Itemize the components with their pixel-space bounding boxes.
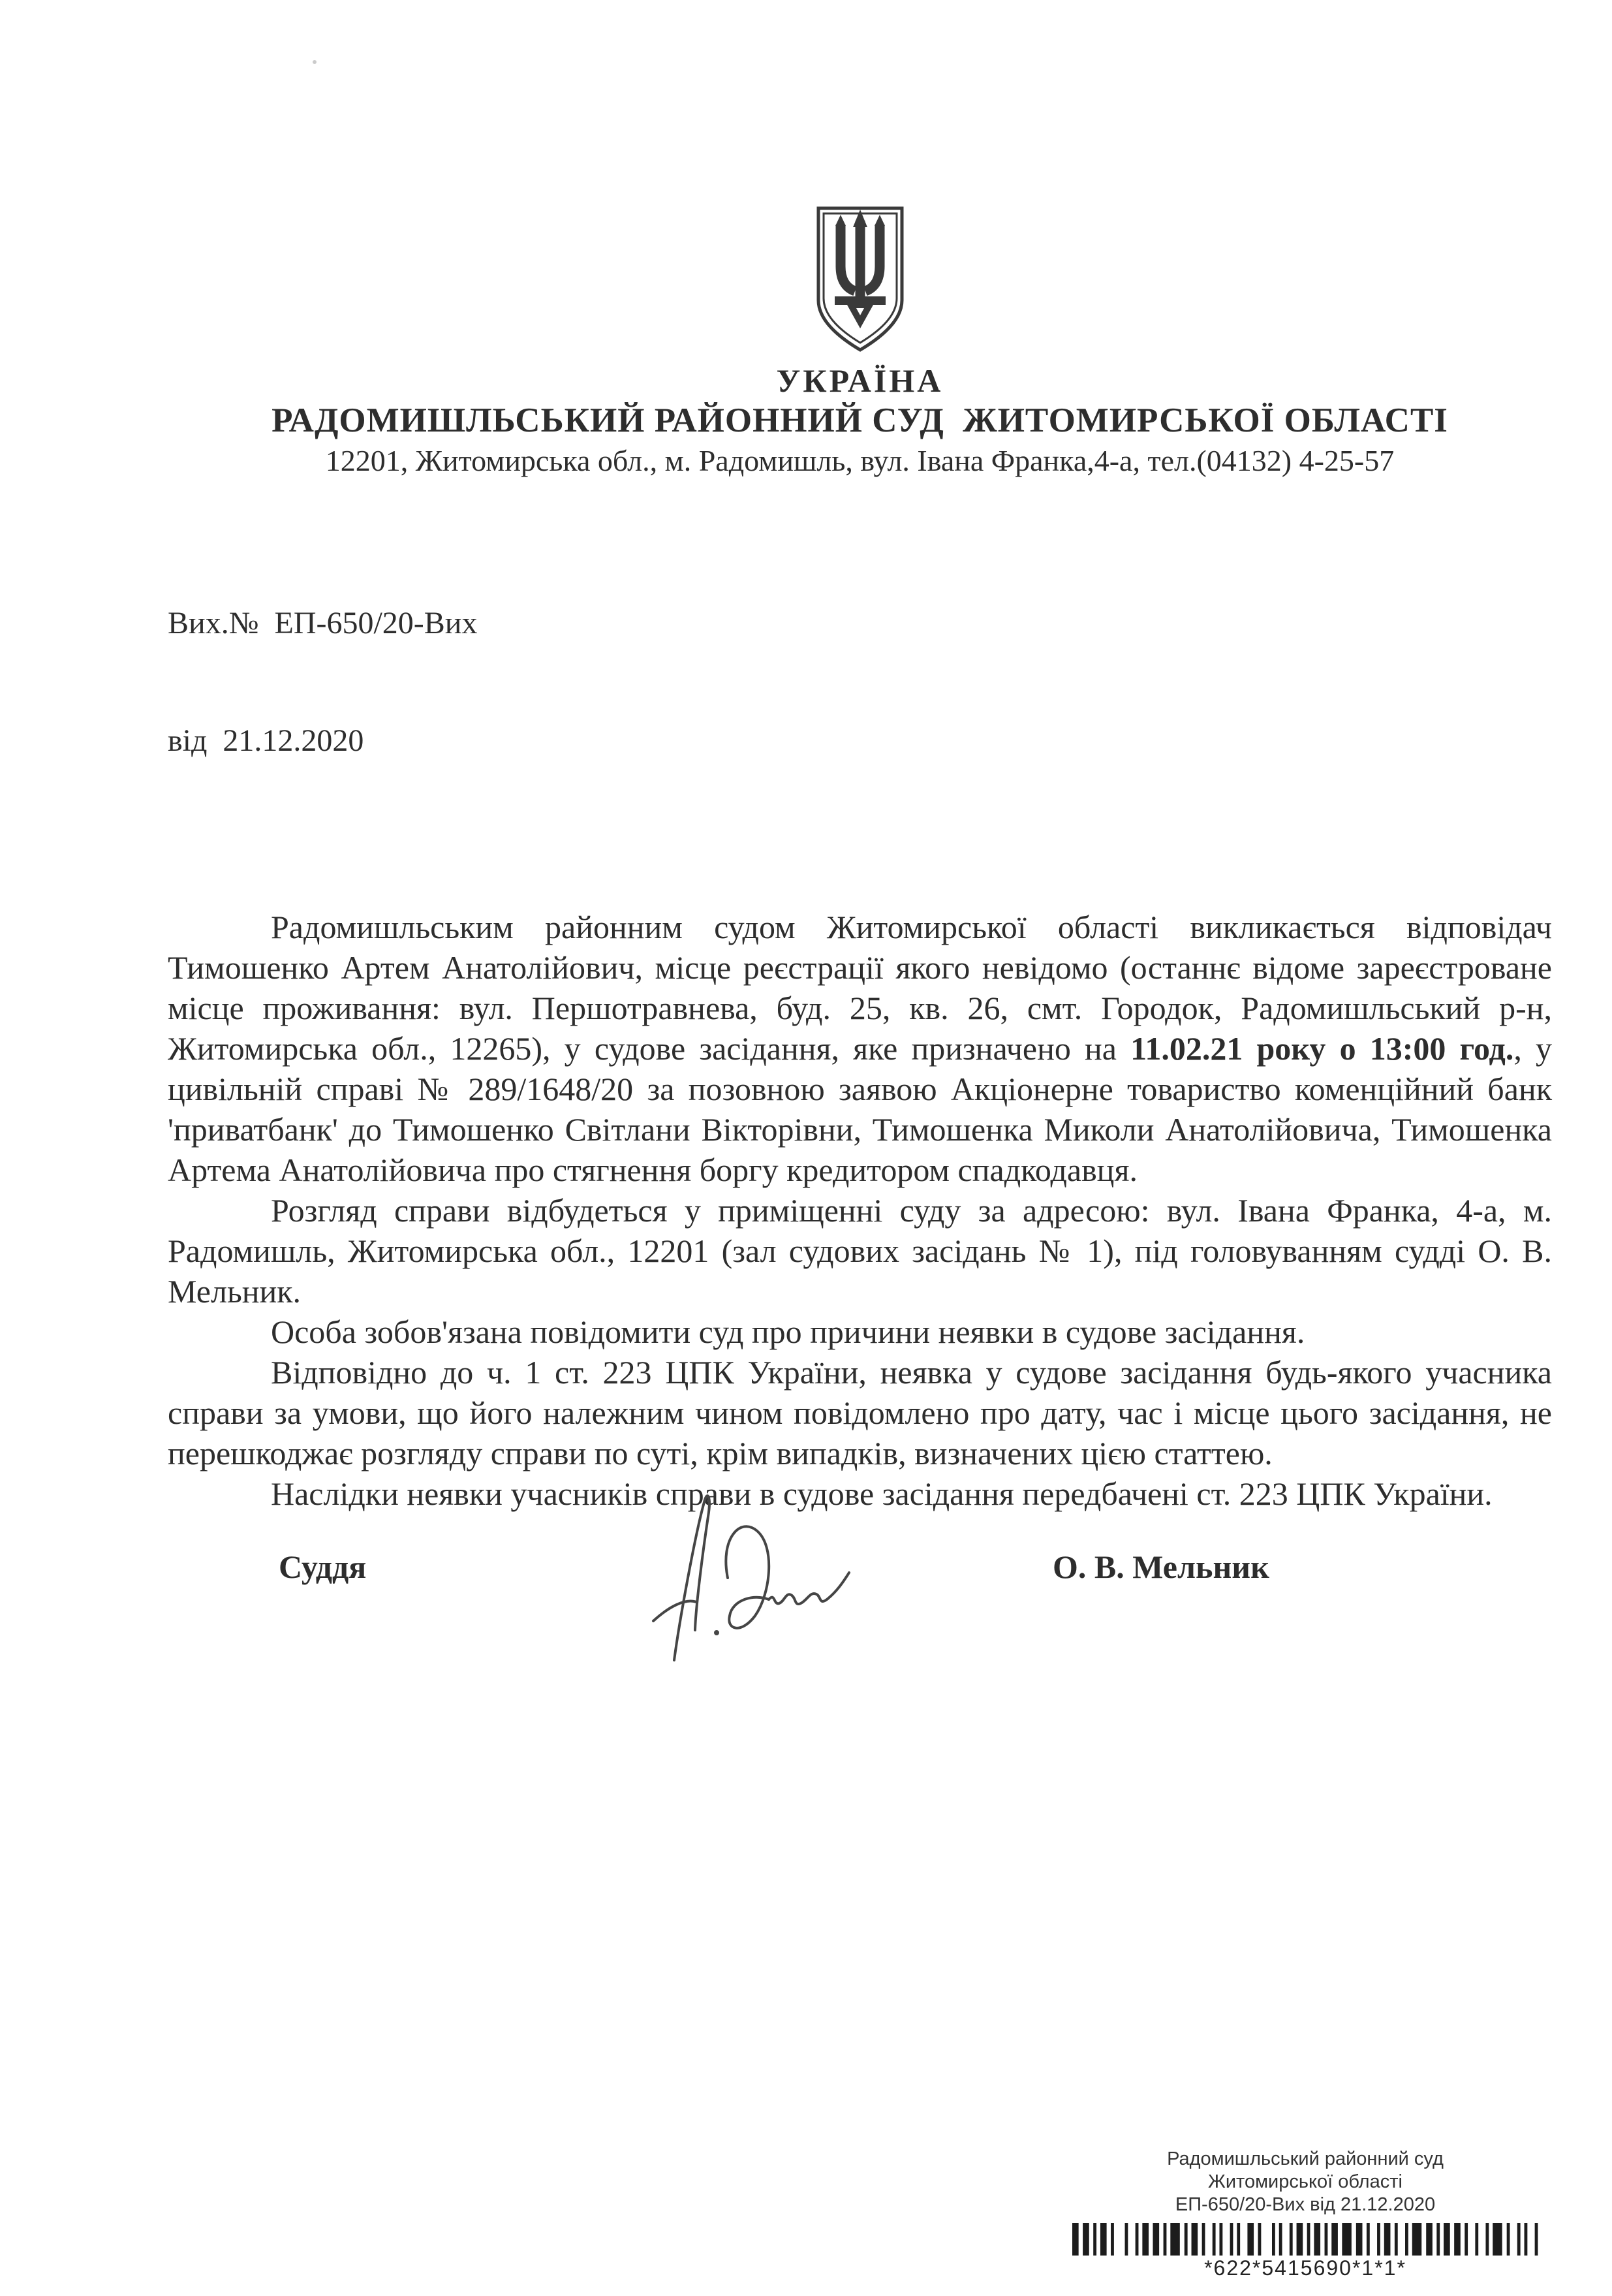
stamp-doc-reference: ЕП-650/20-Вих від 21.12.2020 bbox=[1175, 2194, 1436, 2215]
hearing-location-paragraph: Розгляд справи відбудеться у приміщенні суду за адресою: вул. Івана Франка, 4-а, м. Радомишль, Житомирська обл., 12201 (зал судових засідань № 1), під головуванням судді О. В. Мельник. bbox=[168, 1192, 1552, 1310]
summons-paragraph bbox=[168, 907, 1552, 1190]
obligation-paragraph: Особа зобов'язана повідомити суд про причини неявки в судове засідання. bbox=[271, 1313, 1305, 1350]
judge-signature-icon bbox=[612, 1483, 892, 1672]
barcode-caption: *622*5415690*1*1* bbox=[1204, 2256, 1406, 2280]
consequences-paragraph: Наслідки неявки учасників справи в судове засідання передбачені ст. 223 ЦПК України. bbox=[271, 1475, 1493, 1512]
country-title: УКРАЇНА bbox=[776, 362, 944, 399]
emblem-container bbox=[168, 204, 1552, 357]
hearing-datetime: 11.02.21 року о 13:00 год. bbox=[1130, 1030, 1514, 1067]
court-name-heading: РАДОМИШЛЬСЬКИЙ РАЙОННИЙ СУД ЖИТОМИРСЬКОЇ ОБЛАСТІ bbox=[271, 401, 1448, 439]
signature-row bbox=[168, 1548, 1552, 1646]
reference-block bbox=[168, 526, 1552, 839]
barcode bbox=[1072, 2223, 1538, 2256]
document-content bbox=[168, 0, 1552, 1646]
summons-text-before: Радомишльським районним судом Житомирської області викликається відповідач Тимошенко Артем Анатолійович, місце реєстрації якого невідомо (останнє відоме зареєстроване місце проживання: вул. Першотравнева, буд. 25, кв. 26, смт. Городок, Радомишльський р-н, Житомирська обл., 12265), у судове засідання, яке призначено на bbox=[168, 909, 1552, 1067]
signer-role-label: Суддя bbox=[279, 1549, 367, 1585]
letter-body bbox=[168, 907, 1552, 1514]
stamp-court-line1: Радомишльський районний суд bbox=[1167, 2148, 1444, 2169]
outgoing-number: Вих.№ ЕП-650/20-Вих bbox=[168, 606, 478, 640]
ukraine-trident-coat-of-arms-icon bbox=[814, 204, 907, 354]
stamp-court-line2: Житомирської області bbox=[1208, 2171, 1403, 2192]
summons-text-after: , у цивільній справі № 289/1648/20 за позовною заявою Акціонерне товариство коменційний банк 'приватбанк' до Тимошенко Світлани Вікторівни, Тимошенка Миколи Анатолійовича, Тимошенка Артема Анатолійовича про стягнення боргу кредитором спадкодавця. bbox=[168, 1030, 1552, 1188]
registration-stamp-block bbox=[1070, 2148, 1540, 2280]
outgoing-date: від 21.12.2020 bbox=[168, 723, 364, 758]
legal-basis-paragraph: Відповідно до ч. 1 ст. 223 ЦПК України, неявка у судове засідання будь-якого учасника справи за умови, що його належним чином повідомлено про дату, час і місце цього засідання, не перешкоджає розгляду справи по суті, крім випадків, визначених цією статтею. bbox=[168, 1354, 1552, 1471]
signer-name: О. В. Мельник bbox=[1053, 1549, 1269, 1585]
court-address: 12201, Житомирська обл., м. Радомишль, вул. Івана Франка,4-а, тел.(04132) 4-25-57 bbox=[325, 444, 1395, 477]
